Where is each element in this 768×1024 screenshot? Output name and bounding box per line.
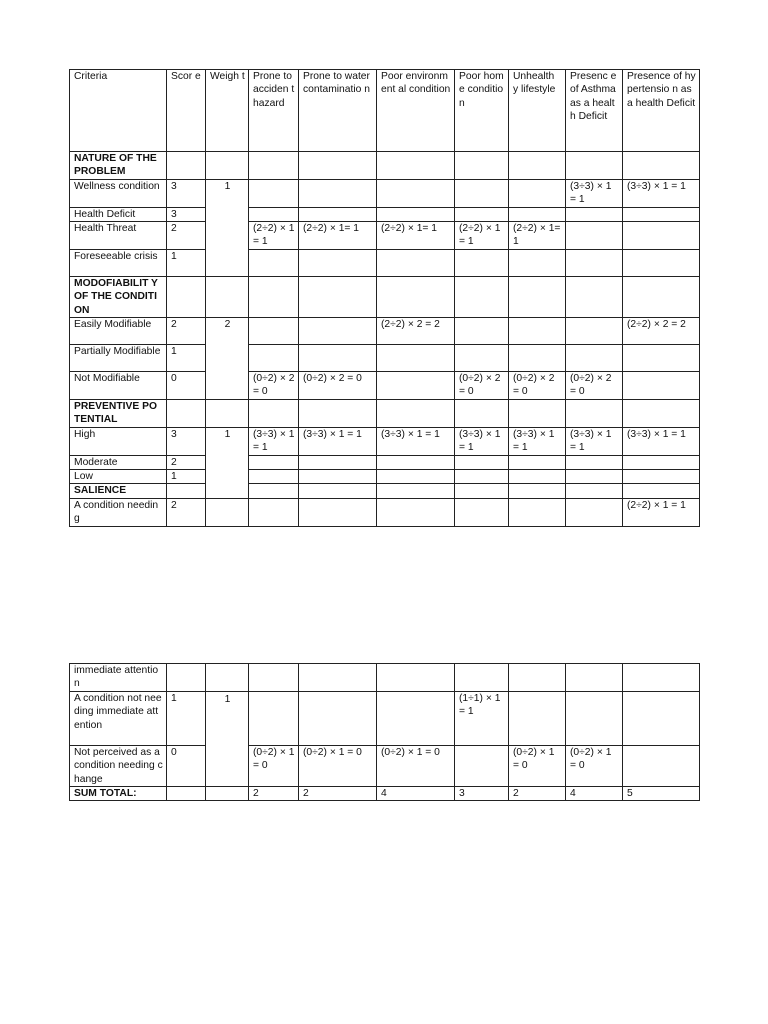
calc-cell	[299, 318, 377, 345]
calc-cell: (2÷2) × 1 = 1	[623, 498, 700, 526]
calc-cell	[455, 469, 509, 483]
score-cell: 3	[167, 207, 206, 221]
calc-cell	[299, 207, 377, 221]
calc-cell	[299, 469, 377, 483]
calc-cell	[455, 249, 509, 276]
calc-cell	[249, 207, 299, 221]
calc-cell: (2÷2) × 1= 1	[249, 222, 299, 250]
score-cell	[167, 664, 206, 692]
criteria-label: Partially Modifiable	[70, 345, 167, 372]
criteria-label: Foreseeable crisis	[70, 249, 167, 276]
table-row	[70, 179, 700, 207]
section-row-salience	[70, 484, 700, 498]
calc-cell	[455, 455, 509, 469]
calc-cell	[623, 745, 700, 786]
calc-cell	[623, 222, 700, 250]
score-cell: 0	[167, 745, 206, 786]
calc-cell	[377, 207, 455, 221]
calc-cell	[377, 469, 455, 483]
calc-cell: (2÷2) × 2 = 2	[377, 318, 455, 345]
total-cell: 2	[249, 787, 299, 801]
weight-cell-nature: 1	[206, 179, 249, 276]
calc-cell	[509, 664, 566, 692]
calc-cell	[249, 498, 299, 526]
calc-cell	[249, 469, 299, 483]
total-cell: 5	[623, 787, 700, 801]
calc-cell	[566, 498, 623, 526]
calc-cell	[566, 345, 623, 372]
criteria-label: A condition needing	[70, 498, 167, 526]
header-poor-environment: Poor environment al condition	[377, 70, 455, 152]
section-title-salience: SALIENCE	[70, 484, 167, 498]
calc-cell	[455, 345, 509, 372]
criteria-label: A condition not needing immediate attention	[70, 691, 167, 745]
calc-cell	[377, 664, 455, 692]
score-cell: 2	[167, 318, 206, 345]
scoring-table-page-continued	[69, 663, 700, 801]
calc-cell	[566, 455, 623, 469]
criteria-label: Wellness condition	[70, 179, 167, 207]
calc-cell: (2÷2) × 2 = 2	[623, 318, 700, 345]
table-row	[70, 469, 700, 483]
calc-cell	[623, 372, 700, 400]
calc-cell	[455, 498, 509, 526]
criteria-label: Low	[70, 469, 167, 483]
calc-cell: (0÷2) × 1 = 0	[249, 745, 299, 786]
calc-cell: (2÷2) × 1= 1	[299, 222, 377, 250]
calc-cell	[566, 318, 623, 345]
calc-cell	[566, 664, 623, 692]
sum-total-row	[70, 787, 700, 801]
criteria-label: Moderate	[70, 455, 167, 469]
calc-cell	[509, 691, 566, 745]
total-cell: 2	[299, 787, 377, 801]
criteria-label: immediate attention	[70, 664, 167, 692]
table-row	[70, 691, 700, 745]
score-cell: 0	[167, 372, 206, 400]
score-cell: 3	[167, 179, 206, 207]
score-cell: 2	[167, 455, 206, 469]
calc-cell	[623, 345, 700, 372]
calc-cell	[299, 498, 377, 526]
calc-cell: (3÷3) × 1 = 1	[377, 427, 455, 455]
calc-cell	[509, 345, 566, 372]
calc-cell	[623, 664, 700, 692]
calc-cell	[566, 207, 623, 221]
table-row	[70, 498, 700, 526]
calc-cell	[377, 345, 455, 372]
header-unhealthy-lifestyle: Unhealth y lifestyle	[509, 70, 566, 152]
scoring-table-page-top	[69, 69, 700, 527]
calc-cell: (3÷3) × 1 = 1	[566, 427, 623, 455]
calc-cell	[455, 664, 509, 692]
header-criteria: Criteria	[70, 70, 167, 152]
sum-total-label: SUM TOTAL:	[70, 787, 167, 801]
criteria-label: Health Threat	[70, 222, 167, 250]
score-cell: 3	[167, 427, 206, 455]
calc-cell	[377, 179, 455, 207]
table-row	[70, 318, 700, 345]
calc-cell: (0÷2) × 1 = 0	[377, 745, 455, 786]
score-cell: 1	[167, 345, 206, 372]
calc-cell	[623, 691, 700, 745]
score-cell: 2	[167, 222, 206, 250]
calc-cell	[299, 455, 377, 469]
calc-cell	[566, 691, 623, 745]
calc-cell: (1÷1) × 1 = 1	[455, 691, 509, 745]
calc-cell	[249, 179, 299, 207]
calc-cell	[623, 455, 700, 469]
section-title-nature: NATURE OF THE PROBLEM	[70, 152, 167, 180]
calc-cell	[249, 249, 299, 276]
weight-cell-empty	[206, 664, 249, 692]
calc-cell: (0÷2) × 2 = 0	[509, 372, 566, 400]
calc-cell: (0÷2) × 2 = 0	[299, 372, 377, 400]
header-row	[70, 70, 700, 152]
calc-cell	[377, 498, 455, 526]
calc-cell: (2÷2) × 1= 1	[377, 222, 455, 250]
calc-cell	[455, 207, 509, 221]
calc-cell	[509, 455, 566, 469]
calc-cell	[249, 664, 299, 692]
score-cell: 1	[167, 249, 206, 276]
calc-cell	[249, 691, 299, 745]
header-water-contamination: Prone to water contaminatio n	[299, 70, 377, 152]
calc-cell	[249, 455, 299, 469]
calc-cell	[299, 179, 377, 207]
calc-cell	[299, 249, 377, 276]
criteria-label: Health Deficit	[70, 207, 167, 221]
calc-cell: (0÷2) × 2= 0	[249, 372, 299, 400]
calc-cell: (3÷3) × 1 = 1	[566, 179, 623, 207]
weight-cell-empty	[206, 498, 249, 526]
total-cell: 4	[566, 787, 623, 801]
table-row	[70, 664, 700, 692]
calc-cell	[249, 318, 299, 345]
calc-cell	[566, 249, 623, 276]
table-row	[70, 745, 700, 786]
header-poor-home: Poor home conditio n	[455, 70, 509, 152]
header-score: Scor e	[167, 70, 206, 152]
calc-cell: (0÷2) × 1 = 0	[299, 745, 377, 786]
calc-cell	[509, 498, 566, 526]
calc-cell	[566, 222, 623, 250]
table-row	[70, 427, 700, 455]
calc-cell	[509, 318, 566, 345]
calc-cell	[299, 691, 377, 745]
criteria-label: Not perceived as a condition needing change	[70, 745, 167, 786]
calc-cell: (3÷3) × 1 = 1	[623, 427, 700, 455]
table-row	[70, 207, 700, 221]
calc-cell	[455, 318, 509, 345]
calc-cell: (3÷3) × 1 = 1	[299, 427, 377, 455]
criteria-label: Not Modifiable	[70, 372, 167, 400]
calc-cell	[377, 372, 455, 400]
calc-cell	[377, 691, 455, 745]
calc-cell	[455, 745, 509, 786]
section-row-preventive	[70, 399, 700, 427]
calc-cell	[377, 455, 455, 469]
calc-cell: (3÷3) × 1 = 1	[623, 179, 700, 207]
calc-cell: (0÷2) × 1 = 0	[509, 745, 566, 786]
header-asthma: Presenc e of Asthma as a health Deficit	[566, 70, 623, 152]
table-row	[70, 455, 700, 469]
weight-cell-empty	[206, 787, 249, 801]
weight-cell-modifiability: 2	[206, 318, 249, 400]
calc-cell: (0÷2) × 2 = 0	[566, 372, 623, 400]
calc-cell	[509, 249, 566, 276]
table-row	[70, 222, 700, 250]
section-title-preventive: PREVENTIVE POTENTIAL	[70, 399, 167, 427]
total-cell: 3	[455, 787, 509, 801]
total-cell: 4	[377, 787, 455, 801]
calc-cell	[509, 179, 566, 207]
score-cell: 1	[167, 691, 206, 745]
calc-cell	[299, 664, 377, 692]
calc-cell	[455, 179, 509, 207]
calc-cell: (3÷3) × 1 = 1	[509, 427, 566, 455]
calc-cell	[377, 249, 455, 276]
score-cell: 1	[167, 469, 206, 483]
calc-cell	[623, 469, 700, 483]
calc-cell	[299, 345, 377, 372]
calc-cell: (2÷2) × 1= 1	[509, 222, 566, 250]
calc-cell	[509, 207, 566, 221]
calc-cell: (0÷2) × 1 = 0	[566, 745, 623, 786]
calc-cell	[623, 207, 700, 221]
table-row	[70, 249, 700, 276]
weight-cell-salience: 1	[206, 691, 249, 786]
calc-cell	[566, 469, 623, 483]
table-row	[70, 372, 700, 400]
calc-cell: (2÷2) × 1= 1	[455, 222, 509, 250]
weight-cell-preventive: 1	[206, 427, 249, 498]
score-cell	[167, 787, 206, 801]
criteria-label: Easily Modifiable	[70, 318, 167, 345]
section-row-nature	[70, 152, 700, 180]
calc-cell: (3÷3) × 1 = 1	[455, 427, 509, 455]
score-cell: 2	[167, 498, 206, 526]
header-weight: Weigh t	[206, 70, 249, 152]
calc-cell	[249, 345, 299, 372]
section-title-modifiability: MODOFIABILIT Y OF THE CONDITION	[70, 276, 167, 317]
header-accident-hazard: Prone to acciden t hazard	[249, 70, 299, 152]
criteria-label: High	[70, 427, 167, 455]
header-hypertension: Presence of hypertensio n as a health Deficit	[623, 70, 700, 152]
calc-cell	[509, 469, 566, 483]
calc-cell: (0÷2) × 2 = 0	[455, 372, 509, 400]
total-cell: 2	[509, 787, 566, 801]
calc-cell	[623, 249, 700, 276]
table-row	[70, 345, 700, 372]
section-row-modifiability	[70, 276, 700, 317]
calc-cell: (3÷3) × 1 = 1	[249, 427, 299, 455]
